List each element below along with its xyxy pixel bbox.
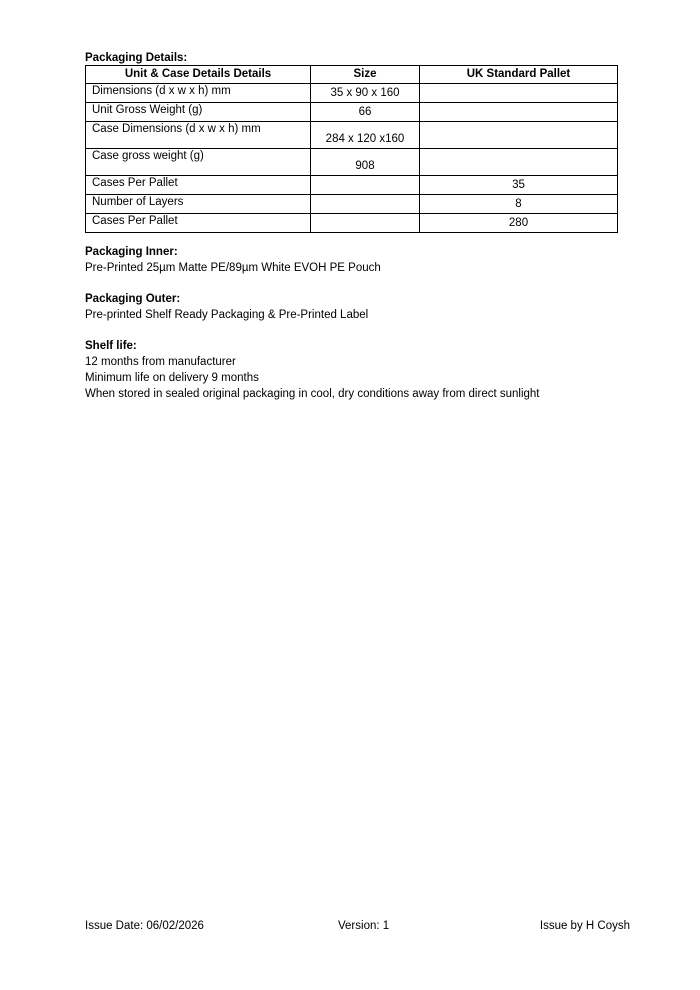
row-size bbox=[311, 195, 420, 214]
column-header-pallet: UK Standard Pallet bbox=[420, 66, 618, 84]
row-size: 908 bbox=[311, 149, 420, 176]
row-pallet bbox=[420, 122, 618, 149]
table-row bbox=[86, 195, 618, 214]
shelf-life-line: 12 months from manufacturer bbox=[85, 356, 236, 368]
table-row bbox=[86, 149, 618, 176]
row-label: Unit Gross Weight (g) bbox=[86, 103, 311, 122]
footer-version: Version: 1 bbox=[338, 920, 390, 932]
shelf-life-line: Minimum life on delivery 9 months bbox=[85, 372, 259, 384]
row-label: Case Dimensions (d x w x h) mm bbox=[86, 122, 311, 149]
row-pallet bbox=[420, 103, 618, 122]
row-size: 66 bbox=[311, 103, 420, 122]
footer-issued-by: Issue by H Coysh bbox=[539, 920, 630, 932]
row-label: Cases Per Pallet bbox=[86, 214, 311, 233]
footer-issue-date: Issue Date: 06/02/2026 bbox=[85, 920, 204, 932]
packaging-inner-heading: Packaging Inner: bbox=[85, 246, 178, 258]
table-row bbox=[86, 103, 618, 122]
shelf-life-line: When stored in sealed original packaging in cool, dry conditions away from direct sunlight bbox=[85, 388, 540, 400]
packaging-inner-text: Pre-Printed 25µm Matte PE/89µm White EVOH PE Pouch bbox=[85, 262, 381, 274]
table-row bbox=[86, 122, 618, 149]
row-pallet bbox=[420, 149, 618, 176]
row-pallet: 8 bbox=[420, 195, 618, 214]
row-pallet: 35 bbox=[420, 176, 618, 195]
row-size: 35 x 90 x 160 bbox=[311, 84, 420, 103]
packaging-details-heading: Packaging Details: bbox=[85, 52, 188, 64]
table-row bbox=[86, 214, 618, 233]
row-pallet bbox=[420, 84, 618, 103]
row-size bbox=[311, 214, 420, 233]
table-row bbox=[86, 84, 618, 103]
table-header-row bbox=[86, 66, 618, 84]
row-label: Case gross weight (g) bbox=[86, 149, 311, 176]
table-row bbox=[86, 176, 618, 195]
row-label: Number of Layers bbox=[86, 195, 311, 214]
packaging-outer-text: Pre-printed Shelf Ready Packaging & Pre-Printed Label bbox=[85, 309, 369, 321]
column-header-details: Unit & Case Details Details bbox=[86, 66, 311, 84]
row-size bbox=[311, 176, 420, 195]
row-size: 284 x 120 x160 bbox=[311, 122, 420, 149]
row-label: Cases Per Pallet bbox=[86, 176, 311, 195]
shelf-life-heading: Shelf life: bbox=[85, 340, 137, 352]
row-label: Dimensions (d x w x h) mm bbox=[86, 84, 311, 103]
column-header-size: Size bbox=[311, 66, 420, 84]
packaging-outer-heading: Packaging Outer: bbox=[85, 293, 181, 305]
packaging-details-table bbox=[85, 65, 618, 233]
row-pallet: 280 bbox=[420, 214, 618, 233]
